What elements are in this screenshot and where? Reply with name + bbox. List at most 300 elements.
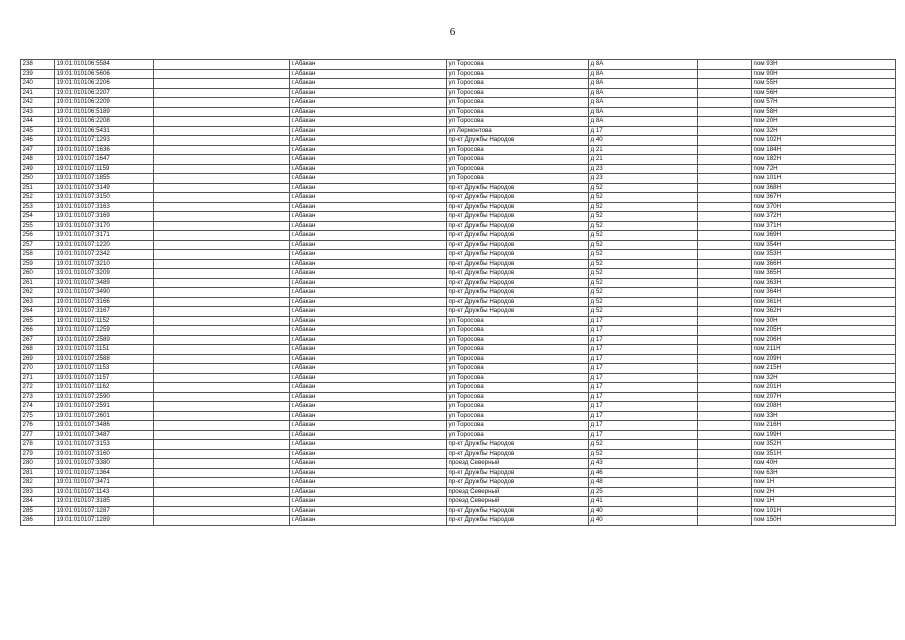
table-row <box>21 516 896 526</box>
cell-blank2 <box>698 449 752 459</box>
cell-city: г.Абакан <box>290 402 447 412</box>
cell-cadastral: 19:01:010106:2207 <box>55 88 154 98</box>
cell-cadastral: 19:01:010107:3149 <box>55 183 154 193</box>
cell-street: ул Торосова <box>447 60 589 70</box>
cell-street: ул Торосова <box>447 326 589 336</box>
cell-city: г.Абакан <box>290 155 447 165</box>
cell-room: пом 101Н <box>752 174 896 184</box>
cell-house: д 17 <box>589 373 698 383</box>
cell-blank2 <box>698 411 752 421</box>
table-row <box>21 487 896 497</box>
cell-blank1 <box>154 288 290 298</box>
cell-street: ул Торосова <box>447 145 589 155</box>
cell-cadastral: 19:01:010106:2208 <box>55 117 154 127</box>
cell-cadastral: 19:01:010107:3486 <box>55 421 154 431</box>
cell-city: г.Абакан <box>290 326 447 336</box>
table-row <box>21 69 896 79</box>
table-row <box>21 440 896 450</box>
cell-cadastral: 19:01:010107:1636 <box>55 145 154 155</box>
cell-room: пом 30Н <box>752 316 896 326</box>
cell-num: 261 <box>21 278 55 288</box>
cell-street: ул Торосова <box>447 364 589 374</box>
cell-house: д 52 <box>589 288 698 298</box>
cell-num: 268 <box>21 345 55 355</box>
cell-room: пом 208Н <box>752 402 896 412</box>
cell-cadastral: 19:01:010107:1293 <box>55 136 154 146</box>
cell-blank2 <box>698 107 752 117</box>
cell-cadastral: 19:01:010106:5431 <box>55 126 154 136</box>
cell-street: ул Торосова <box>447 79 589 89</box>
cell-city: г.Абакан <box>290 411 447 421</box>
cell-city: г.Абакан <box>290 98 447 108</box>
cell-num: 246 <box>21 136 55 146</box>
cell-num: 239 <box>21 69 55 79</box>
table-row <box>21 136 896 146</box>
cell-num: 271 <box>21 373 55 383</box>
cell-city: г.Абакан <box>290 183 447 193</box>
cell-street: ул Торосова <box>447 430 589 440</box>
cell-cadastral: 19:01:010107:3163 <box>55 202 154 212</box>
cell-street: ул Торосова <box>447 335 589 345</box>
cell-room: пом 102Н <box>752 136 896 146</box>
table-row <box>21 421 896 431</box>
cell-room: пом 206Н <box>752 335 896 345</box>
cell-blank2 <box>698 459 752 469</box>
cell-house: д 8А <box>589 88 698 98</box>
cell-street: пр-кт Дружбы Народов <box>447 193 589 203</box>
cell-num: 277 <box>21 430 55 440</box>
cell-cadastral: 19:01:010107:2342 <box>55 250 154 260</box>
cell-street: проезд Северный <box>447 459 589 469</box>
cell-blank1 <box>154 259 290 269</box>
cell-num: 241 <box>21 88 55 98</box>
cell-city: г.Абакан <box>290 136 447 146</box>
cell-blank2 <box>698 383 752 393</box>
cell-cadastral: 19:01:010107:3209 <box>55 269 154 279</box>
cell-room: пом 368Н <box>752 183 896 193</box>
cell-city: г.Абакан <box>290 126 447 136</box>
cell-blank1 <box>154 373 290 383</box>
cell-cadastral: 19:01:010107:3166 <box>55 297 154 307</box>
cell-house: д 48 <box>589 478 698 488</box>
cell-cadastral: 19:01:010107:3380 <box>55 459 154 469</box>
cell-street: ул Торосова <box>447 316 589 326</box>
cell-house: д 17 <box>589 421 698 431</box>
cell-cadastral: 19:01:010107:2590 <box>55 392 154 402</box>
cell-city: г.Абакан <box>290 487 447 497</box>
table-row <box>21 430 896 440</box>
cell-street: проезд Северный <box>447 487 589 497</box>
cell-cadastral: 19:01:010107:1647 <box>55 155 154 165</box>
cell-num: 260 <box>21 269 55 279</box>
cell-street: ул Торосова <box>447 345 589 355</box>
cell-blank2 <box>698 440 752 450</box>
cell-blank1 <box>154 107 290 117</box>
cell-house: д 17 <box>589 326 698 336</box>
cell-house: д 17 <box>589 354 698 364</box>
cell-cadastral: 19:01:010107:1143 <box>55 487 154 497</box>
cell-city: г.Абакан <box>290 278 447 288</box>
cell-house: д 43 <box>589 459 698 469</box>
cell-street: ул Торосова <box>447 117 589 127</box>
cell-street: пр-кт Дружбы Народов <box>447 288 589 298</box>
cell-room: пом 207Н <box>752 392 896 402</box>
cell-street: ул Торосова <box>447 402 589 412</box>
table-row <box>21 174 896 184</box>
cell-room: пом 56Н <box>752 88 896 98</box>
cell-street: ул Торосова <box>447 88 589 98</box>
cell-blank1 <box>154 98 290 108</box>
cell-house: д 17 <box>589 402 698 412</box>
cell-cadastral: 19:01:010107:1153 <box>55 364 154 374</box>
cell-cadastral: 19:01:010107:1287 <box>55 506 154 516</box>
cell-blank2 <box>698 497 752 507</box>
cell-house: д 52 <box>589 231 698 241</box>
cell-num: 265 <box>21 316 55 326</box>
cell-blank1 <box>154 421 290 431</box>
cell-room: пом 366Н <box>752 259 896 269</box>
cell-blank2 <box>698 221 752 231</box>
table-row <box>21 307 896 317</box>
cell-city: г.Абакан <box>290 354 447 364</box>
cell-cadastral: 19:01:010107:1364 <box>55 468 154 478</box>
cell-street: пр-кт Дружбы Народов <box>447 278 589 288</box>
cell-blank2 <box>698 430 752 440</box>
cell-blank1 <box>154 202 290 212</box>
cell-num: 248 <box>21 155 55 165</box>
cell-blank1 <box>154 506 290 516</box>
cell-house: д 52 <box>589 250 698 260</box>
table-row <box>21 297 896 307</box>
cell-cadastral: 19:01:010107:1151 <box>55 345 154 355</box>
cell-blank1 <box>154 69 290 79</box>
cell-blank2 <box>698 126 752 136</box>
cell-city: г.Абакан <box>290 88 447 98</box>
cell-blank1 <box>154 212 290 222</box>
cell-city: г.Абакан <box>290 506 447 516</box>
cell-street: пр-кт Дружбы Народов <box>447 297 589 307</box>
cell-house: д 21 <box>589 155 698 165</box>
cell-room: пом 361Н <box>752 297 896 307</box>
cell-blank2 <box>698 316 752 326</box>
cell-street: пр-кт Дружбы Народов <box>447 202 589 212</box>
cell-city: г.Абакан <box>290 60 447 70</box>
cell-city: г.Абакан <box>290 421 447 431</box>
cell-blank1 <box>154 269 290 279</box>
cell-street: пр-кт Дружбы Народов <box>447 516 589 526</box>
table-row <box>21 221 896 231</box>
cell-street: ул Торосова <box>447 107 589 117</box>
cell-room: пом 370Н <box>752 202 896 212</box>
cell-blank1 <box>154 307 290 317</box>
cell-house: д 52 <box>589 240 698 250</box>
cell-house: д 17 <box>589 126 698 136</box>
cell-house: д 52 <box>589 202 698 212</box>
table-row <box>21 231 896 241</box>
cell-city: г.Абакан <box>290 117 447 127</box>
cell-house: д 8А <box>589 69 698 79</box>
cell-num: 245 <box>21 126 55 136</box>
cell-cadastral: 19:01:010107:3153 <box>55 440 154 450</box>
cell-blank2 <box>698 183 752 193</box>
cell-num: 272 <box>21 383 55 393</box>
table-row <box>21 335 896 345</box>
cell-city: г.Абакан <box>290 335 447 345</box>
cell-num: 263 <box>21 297 55 307</box>
table-row <box>21 98 896 108</box>
table-row <box>21 155 896 165</box>
cell-blank2 <box>698 478 752 488</box>
cell-street: пр-кт Дружбы Народов <box>447 468 589 478</box>
cell-num: 242 <box>21 98 55 108</box>
cell-blank1 <box>154 155 290 165</box>
table-row <box>21 345 896 355</box>
cell-city: г.Абакан <box>290 164 447 174</box>
cell-city: г.Абакан <box>290 440 447 450</box>
cell-house: д 8А <box>589 107 698 117</box>
cell-city: г.Абакан <box>290 221 447 231</box>
cell-room: пом 371Н <box>752 221 896 231</box>
cell-blank1 <box>154 88 290 98</box>
table-row <box>21 506 896 516</box>
cell-blank1 <box>154 345 290 355</box>
cell-room: пом 57Н <box>752 98 896 108</box>
registry-table <box>20 59 896 526</box>
table-row <box>21 145 896 155</box>
cell-num: 283 <box>21 487 55 497</box>
cell-room: пом 367Н <box>752 193 896 203</box>
cell-blank2 <box>698 79 752 89</box>
cell-city: г.Абакан <box>290 231 447 241</box>
cell-blank1 <box>154 402 290 412</box>
cell-house: д 17 <box>589 430 698 440</box>
cell-room: пом 1Н <box>752 478 896 488</box>
cell-room: пом 362Н <box>752 307 896 317</box>
cell-blank1 <box>154 278 290 288</box>
table-row <box>21 117 896 127</box>
cell-blank2 <box>698 212 752 222</box>
cell-blank2 <box>698 202 752 212</box>
cell-street: ул Торосова <box>447 373 589 383</box>
cell-city: г.Абакан <box>290 364 447 374</box>
cell-num: 281 <box>21 468 55 478</box>
cell-house: д 17 <box>589 335 698 345</box>
table-row <box>21 364 896 374</box>
cell-blank1 <box>154 297 290 307</box>
cell-room: пом 90Н <box>752 69 896 79</box>
cell-street: пр-кт Дружбы Народов <box>447 250 589 260</box>
table-row <box>21 202 896 212</box>
cell-num: 264 <box>21 307 55 317</box>
cell-house: д 23 <box>589 174 698 184</box>
cell-house: д 52 <box>589 183 698 193</box>
cell-cadastral: 19:01:010107:1152 <box>55 316 154 326</box>
cell-room: пом 72Н <box>752 164 896 174</box>
cell-blank2 <box>698 269 752 279</box>
cell-blank1 <box>154 250 290 260</box>
cell-house: д 17 <box>589 364 698 374</box>
cell-city: г.Абакан <box>290 269 447 279</box>
cell-room: пом 354Н <box>752 240 896 250</box>
cell-cadastral: 19:01:010107:3489 <box>55 278 154 288</box>
cell-num: 273 <box>21 392 55 402</box>
cell-blank2 <box>698 240 752 250</box>
cell-cadastral: 19:01:010107:3210 <box>55 259 154 269</box>
cell-house: д 25 <box>589 487 698 497</box>
table-row <box>21 60 896 70</box>
cell-room: пом 363Н <box>752 278 896 288</box>
cell-house: д 41 <box>589 497 698 507</box>
cell-blank1 <box>154 364 290 374</box>
cell-cadastral: 19:01:010107:3160 <box>55 449 154 459</box>
cell-blank1 <box>154 240 290 250</box>
cell-house: д 8А <box>589 98 698 108</box>
cell-cadastral: 19:01:010107:3150 <box>55 193 154 203</box>
cell-room: пом 351Н <box>752 449 896 459</box>
cell-blank2 <box>698 60 752 70</box>
cell-room: пом 369Н <box>752 231 896 241</box>
cell-city: г.Абакан <box>290 69 447 79</box>
table-row <box>21 88 896 98</box>
cell-city: г.Абакан <box>290 79 447 89</box>
cell-room: пом 364Н <box>752 288 896 298</box>
cell-city: г.Абакан <box>290 202 447 212</box>
cell-street: пр-кт Дружбы Народов <box>447 136 589 146</box>
cell-room: пом 58Н <box>752 107 896 117</box>
cell-house: д 17 <box>589 383 698 393</box>
cell-num: 266 <box>21 326 55 336</box>
cell-city: г.Абакан <box>290 345 447 355</box>
cell-room: пом 20Н <box>752 117 896 127</box>
cell-blank2 <box>698 145 752 155</box>
cell-num: 274 <box>21 402 55 412</box>
cell-blank2 <box>698 231 752 241</box>
cell-city: г.Абакан <box>290 459 447 469</box>
cell-blank1 <box>154 221 290 231</box>
table-row <box>21 468 896 478</box>
cell-blank1 <box>154 193 290 203</box>
cell-blank1 <box>154 231 290 241</box>
cell-street: ул Торосова <box>447 69 589 79</box>
cell-blank2 <box>698 88 752 98</box>
cell-cadastral: 19:01:010107:3471 <box>55 478 154 488</box>
cell-room: пом 1Н <box>752 497 896 507</box>
cell-city: г.Абакан <box>290 240 447 250</box>
cell-num: 244 <box>21 117 55 127</box>
cell-room: пом 372Н <box>752 212 896 222</box>
cell-num: 247 <box>21 145 55 155</box>
cell-blank2 <box>698 259 752 269</box>
table-row <box>21 240 896 250</box>
cell-blank2 <box>698 193 752 203</box>
cell-cadastral: 19:01:010107:2591 <box>55 402 154 412</box>
table-row <box>21 354 896 364</box>
cell-city: г.Абакан <box>290 392 447 402</box>
cell-blank1 <box>154 335 290 345</box>
cell-room: пом 365Н <box>752 269 896 279</box>
cell-house: д 17 <box>589 345 698 355</box>
table-row <box>21 288 896 298</box>
cell-blank2 <box>698 164 752 174</box>
table-row <box>21 411 896 421</box>
cell-room: пом 199Н <box>752 430 896 440</box>
table-row <box>21 126 896 136</box>
cell-city: г.Абакан <box>290 250 447 260</box>
cell-room: пом 32Н <box>752 126 896 136</box>
cell-house: д 17 <box>589 411 698 421</box>
cell-street: ул Торосова <box>447 383 589 393</box>
cell-street: ул Торосова <box>447 354 589 364</box>
cell-blank1 <box>154 164 290 174</box>
cell-blank1 <box>154 430 290 440</box>
cell-num: 254 <box>21 212 55 222</box>
cell-room: пом 352Н <box>752 440 896 450</box>
cell-num: 252 <box>21 193 55 203</box>
cell-room: пом 150Н <box>752 516 896 526</box>
table-row <box>21 383 896 393</box>
cell-room: пом 2Н <box>752 487 896 497</box>
cell-street: пр-кт Дружбы Народов <box>447 231 589 241</box>
cell-cadastral: 19:01:010106:5189 <box>55 107 154 117</box>
cell-house: д 52 <box>589 259 698 269</box>
cell-street: пр-кт Дружбы Народов <box>447 307 589 317</box>
cell-room: пом 216Н <box>752 421 896 431</box>
cell-house: д 52 <box>589 297 698 307</box>
cell-blank1 <box>154 411 290 421</box>
cell-cadastral: 19:01:010107:3490 <box>55 288 154 298</box>
cell-house: д 40 <box>589 516 698 526</box>
cell-num: 284 <box>21 497 55 507</box>
cell-street: ул Торосова <box>447 421 589 431</box>
table-row <box>21 392 896 402</box>
cell-blank1 <box>154 478 290 488</box>
cell-num: 255 <box>21 221 55 231</box>
cell-house: д 52 <box>589 212 698 222</box>
cell-cadastral: 19:01:010106:5584 <box>55 60 154 70</box>
cell-blank1 <box>154 316 290 326</box>
cell-num: 253 <box>21 202 55 212</box>
cell-street: ул Торосова <box>447 98 589 108</box>
cell-city: г.Абакан <box>290 516 447 526</box>
cell-city: г.Абакан <box>290 174 447 184</box>
cell-num: 249 <box>21 164 55 174</box>
cell-num: 275 <box>21 411 55 421</box>
cell-blank1 <box>154 326 290 336</box>
table-row <box>21 402 896 412</box>
cell-city: г.Абакан <box>290 383 447 393</box>
cell-city: г.Абакан <box>290 430 447 440</box>
cell-room: пом 101Н <box>752 506 896 516</box>
cell-num: 250 <box>21 174 55 184</box>
cell-cadastral: 19:01:010107:2588 <box>55 354 154 364</box>
cell-city: г.Абакан <box>290 478 447 488</box>
cell-room: пом 40Н <box>752 459 896 469</box>
cell-street: ул Торосова <box>447 155 589 165</box>
cell-cadastral: 19:01:010107:2589 <box>55 335 154 345</box>
cell-city: г.Абакан <box>290 145 447 155</box>
cell-blank2 <box>698 288 752 298</box>
cell-street: пр-кт Дружбы Народов <box>447 259 589 269</box>
cell-num: 279 <box>21 449 55 459</box>
cell-num: 269 <box>21 354 55 364</box>
cell-blank2 <box>698 297 752 307</box>
cell-house: д 8А <box>589 79 698 89</box>
cell-blank2 <box>698 468 752 478</box>
cell-blank2 <box>698 487 752 497</box>
cell-blank2 <box>698 69 752 79</box>
cell-room: пом 209Н <box>752 354 896 364</box>
table-row <box>21 373 896 383</box>
